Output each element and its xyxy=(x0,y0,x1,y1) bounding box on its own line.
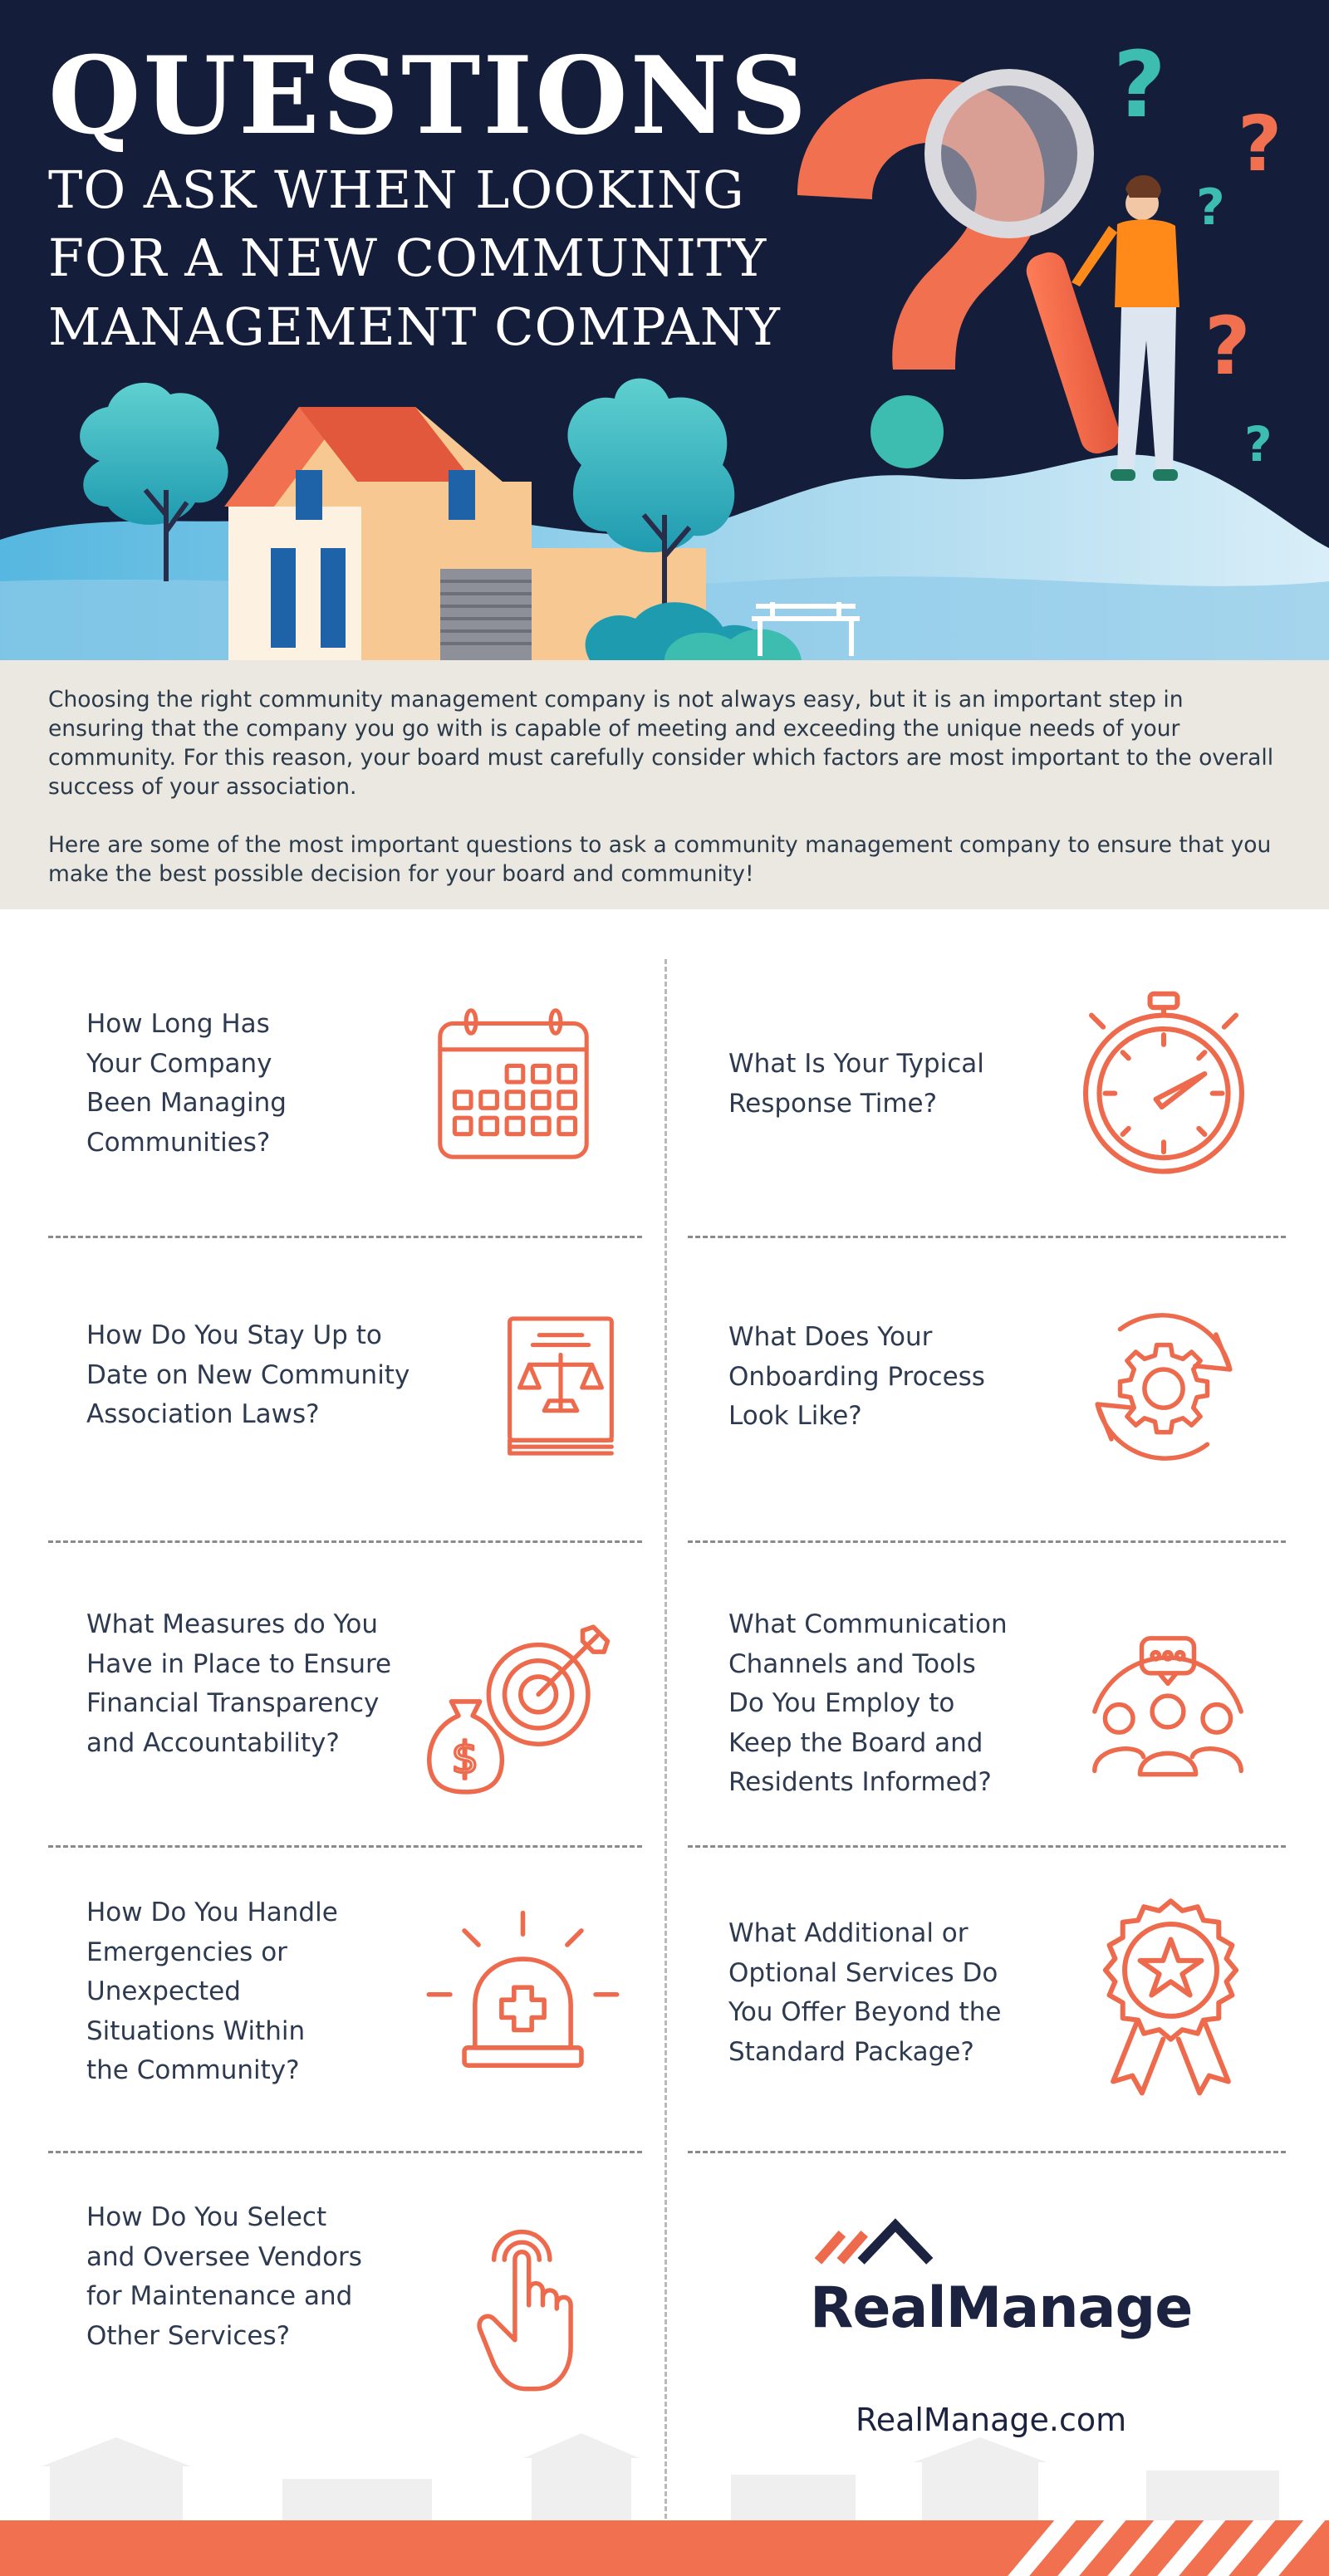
emergency-light-icon xyxy=(425,1906,620,2076)
question-text xyxy=(86,1893,338,2091)
question-line: What Measures do You xyxy=(86,1609,378,1639)
question-line: the Community? xyxy=(86,2055,300,2085)
question-line: What Communication xyxy=(728,1609,1008,1639)
brand-logo xyxy=(810,2213,1209,2267)
law-book-icon xyxy=(503,1312,619,1460)
question-line: Other Services? xyxy=(86,2320,291,2351)
intro-section xyxy=(0,660,1329,909)
svg-text:?: ? xyxy=(1196,179,1225,237)
title-line: FOR A NEW COMMUNITY xyxy=(48,228,767,289)
question-line: How Do You Stay Up to xyxy=(86,1320,382,1350)
intro-paragraph: Here are some of the most important questions to ask a community management company to ensure that you make the best possible decision for your board and community! xyxy=(48,832,1272,887)
row-divider xyxy=(688,1845,1286,1848)
column-divider xyxy=(664,959,667,2541)
gear-cycle-icon xyxy=(1076,1300,1252,1474)
brand-name: RealManage xyxy=(810,2275,1193,2341)
row-divider xyxy=(48,2151,642,2153)
question-line: What Does Your xyxy=(728,1322,933,1352)
question-line: Have in Place to Ensure xyxy=(86,1648,392,1679)
intro-paragraph: Choosing the right community management company is not always easy, but it is an important step in ensuring that the company you go with is capable of meeting and exceeding the unique needs of your community. For this reason, your board must carefully consider which factors are most important to the overall success of your association. xyxy=(48,687,1274,800)
question-line: How Long Has xyxy=(86,1009,270,1039)
question-text xyxy=(728,1318,985,1437)
question-line: Look Like? xyxy=(728,1401,862,1431)
question-line: Keep the Board and xyxy=(728,1727,983,1758)
question-line: Situations Within xyxy=(86,2015,306,2046)
question-text xyxy=(86,1005,287,1163)
calendar-icon xyxy=(432,1001,595,1163)
question-line: Standard Package? xyxy=(728,2036,974,2067)
pointing-hand-icon xyxy=(472,2221,596,2396)
question-line: What Is Your Typical xyxy=(728,1049,984,1079)
question-text xyxy=(86,1605,391,1763)
question-text xyxy=(728,1914,1001,2072)
question-line: Your Company xyxy=(86,1048,272,1079)
question-text xyxy=(728,1605,1008,1803)
money-target-icon xyxy=(419,1619,615,1798)
faded-skyline xyxy=(0,2433,1329,2520)
question-line: Do You Employ to xyxy=(728,1688,955,1718)
question-line: What Additional or xyxy=(728,1918,969,1948)
question-line: Date on New Community xyxy=(86,1359,410,1390)
svg-text:?: ? xyxy=(1204,300,1251,393)
brand-url[interactable]: RealManage.com xyxy=(856,2402,1127,2438)
questions-grid xyxy=(0,909,1329,2516)
question-line: How Do You Handle xyxy=(86,1898,338,1927)
row-divider xyxy=(688,1236,1286,1238)
question-line: Optional Services Do xyxy=(728,1957,998,1988)
communication-group-icon xyxy=(1080,1607,1256,1781)
question-line: Residents Informed? xyxy=(728,1767,992,1797)
question-line: Association Laws? xyxy=(86,1399,320,1429)
question-line: Channels and Tools xyxy=(728,1648,976,1679)
question-line: Communities? xyxy=(86,1127,271,1158)
hero-title xyxy=(48,34,810,361)
row-divider xyxy=(688,2151,1286,2153)
hero-banner xyxy=(0,0,1329,660)
title-line: MANAGEMENT COMPANY xyxy=(48,296,781,357)
question-line: Response Time? xyxy=(728,1088,938,1119)
question-line: Financial Transparency xyxy=(86,1688,380,1718)
svg-text:?: ? xyxy=(1113,32,1166,138)
row-divider xyxy=(48,1845,642,1848)
question-text xyxy=(728,1045,984,1124)
question-text xyxy=(86,2198,362,2356)
stopwatch-icon xyxy=(1076,984,1252,1179)
question-line: and Oversee Vendors xyxy=(86,2241,362,2272)
question-line: You Offer Beyond the xyxy=(728,1997,1002,2027)
question-line: Been Managing xyxy=(86,1088,287,1118)
question-line: Unexpected xyxy=(86,1976,241,2006)
footer-bar xyxy=(0,2520,1329,2576)
question-text xyxy=(86,1316,409,1435)
question-line: Onboarding Process xyxy=(728,1361,985,1392)
question-line: for Maintenance and xyxy=(86,2281,353,2311)
title-main: QUESTIONS xyxy=(48,34,810,159)
award-badge-icon xyxy=(1094,1893,1248,2097)
row-divider xyxy=(48,1540,642,1543)
svg-text:?: ? xyxy=(1244,416,1273,473)
question-line: Emergencies or xyxy=(86,1937,287,1967)
svg-text:$: $ xyxy=(451,1733,479,1784)
row-divider xyxy=(48,1236,642,1238)
svg-text:?: ? xyxy=(1238,100,1282,189)
question-line: How Do You Select xyxy=(86,2202,327,2232)
question-line: and Accountability? xyxy=(86,1727,340,1758)
row-divider xyxy=(688,1540,1286,1543)
title-subtitle xyxy=(48,156,781,361)
title-line: TO ASK WHEN LOOKING xyxy=(48,159,745,220)
